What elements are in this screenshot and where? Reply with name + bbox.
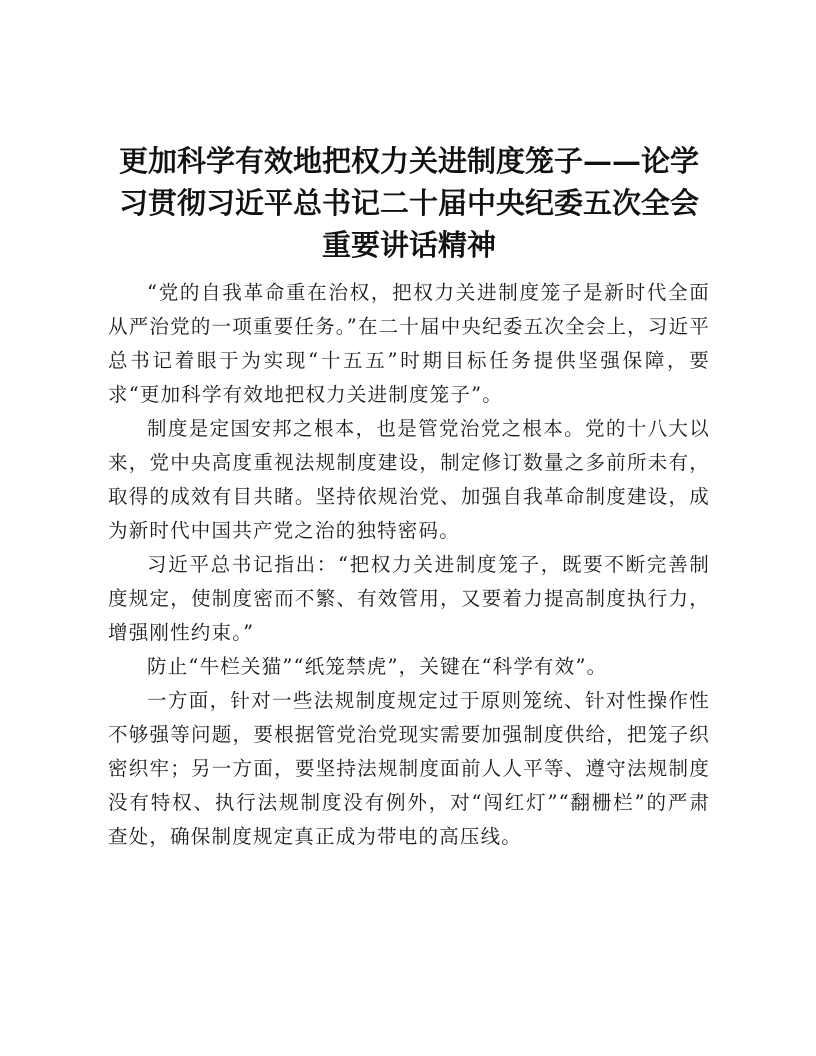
document-title: 更加科学有效地把权力关进制度笼子——论学习贯彻习近平总书记二十届中央纪委五次全会重要讲话精神 <box>118 144 699 262</box>
paragraph: 防止“牛栏关猫”“纸笼禁虎”，关键在“科学有效”。 <box>147 655 608 678</box>
paragraph: 习近平总书记指出：“把权力关进制度笼子，既要不断完善制度规定，使制度密而不繁、有效管用，又要着力提高制度执行力，增强刚性约束。” <box>108 553 710 644</box>
document-page <box>108 140 710 854</box>
paragraph: 一方面，针对一些法规制度规定过于原则笼统、针对性操作性不够强等问题，要根据管党治党现实需要加强制度供给，把笼子织密织牢；另一方面，要坚持法规制度面前人人平等、遵守法规制度没有特权、执行法规制度没有例外，对“闯红灯”“翻栅栏”的严肃查处，确保制度规定真正成为带电的高压线。 <box>108 689 710 848</box>
document-body <box>108 276 710 854</box>
paragraph: 制度是定国安邦之根本，也是管党治党之根本。党的十八大以来，党中央高度重视法规制度建设，制定修订数量之多前所未有，取得的成效有目共睹。坚持依规治党、加强自我革命制度建设，成为新时代中国共产党之治的独特密码。 <box>108 417 710 542</box>
paragraph: “党的自我革命重在治权，把权力关进制度笼子是新时代全面从严治党的一项重要任务。”在二十届中央纪委五次全会上，习近平总书记着眼于为实现“十五五”时期目标任务提供坚强保障，要求“更加科学有效地把权力关进制度笼子”。 <box>108 281 710 406</box>
